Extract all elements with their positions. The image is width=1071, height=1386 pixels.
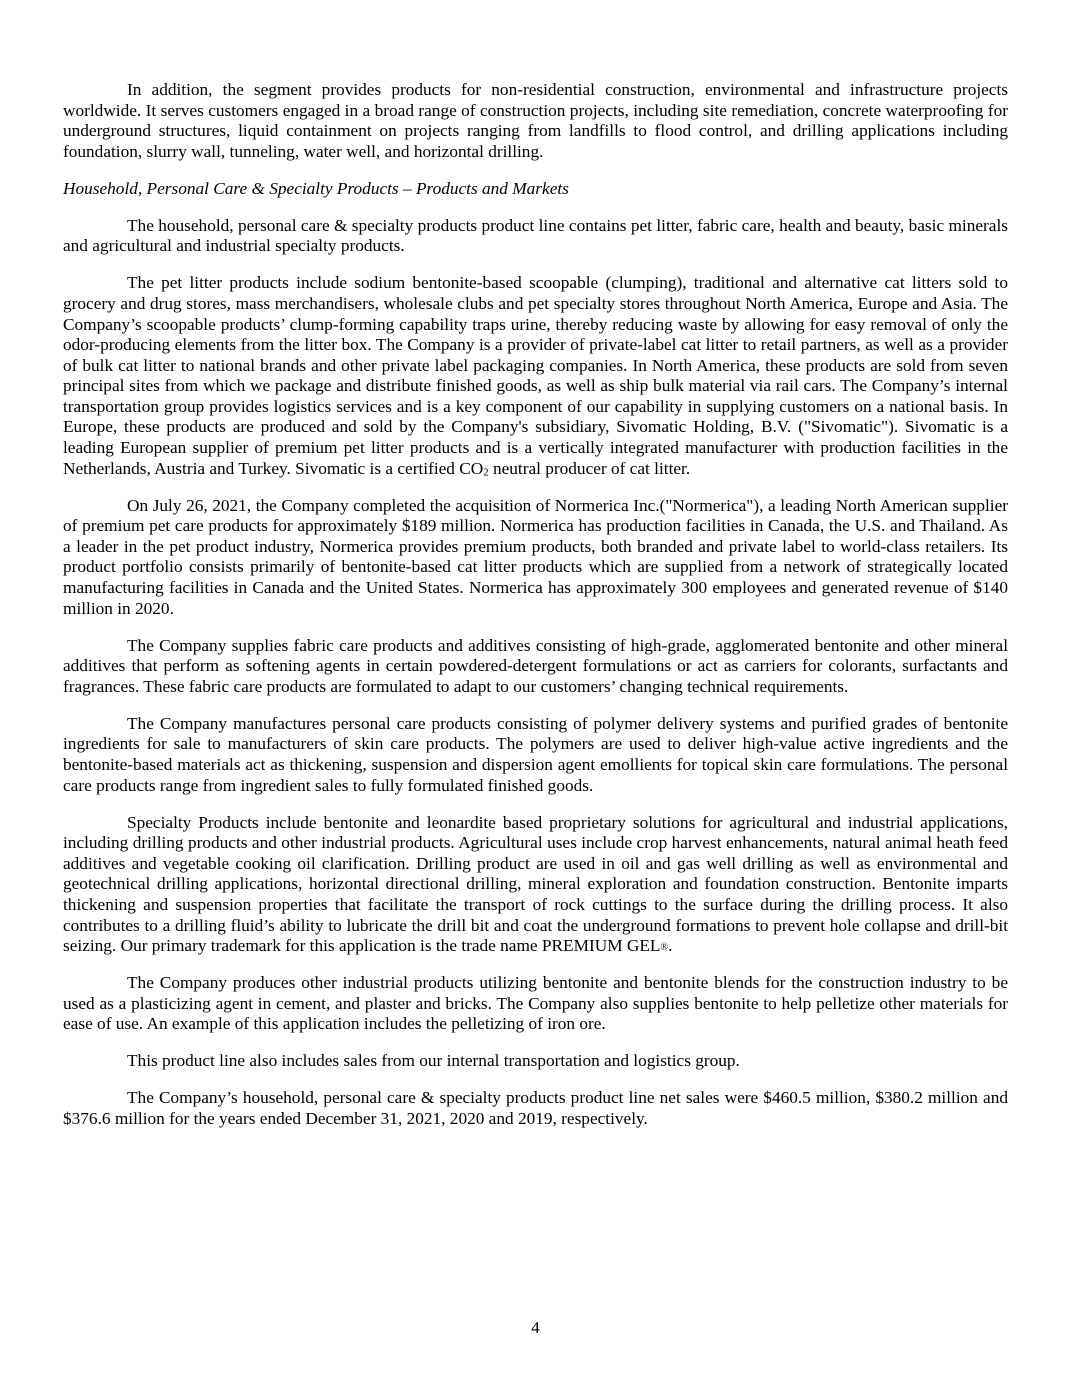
section-heading: Household, Personal Care & Specialty Products – Products and Markets <box>63 178 569 198</box>
paragraph-product-line-overview: The household, personal care & specialty products product line contains pet litter, fabric care, health and beauty, basic minerals and agricultural and industrial specialty products. <box>63 215 1008 256</box>
paragraph-pet-litter <box>63 273 1008 479</box>
page-number: 4 <box>531 1318 540 1337</box>
paragraph-industrial-products: The Company produces other industrial products utilizing bentonite and bentonite blends for the construction industry to be used as a plasticizing agent in cement, and plaster and bricks. The Company also supplies bentonite to help pelletize other materials for ease of use. An example of this application includes the pelletizing of iron ore. <box>63 973 1008 1034</box>
paragraph-fabric-care: The Company supplies fabric care products and additives consisting of high-grade, agglomerated bentonite and other mineral additives that perform as softening agents in certain powdered-detergent formulations or act as carriers for colorants, surfactants and fragrances. These fabric care products are formulated to adapt to our customers’ changing technical requirements. <box>63 635 1008 696</box>
specialty-products-text-end: . <box>668 936 673 956</box>
registered-trademark-symbol: ® <box>660 942 669 954</box>
paragraph-segment-construction: In addition, the segment provides products for non-residential construction, environmental and infrastructure projects worldwide. It serves customers engaged in a broad range of construction projects, including site remediation, concrete waterproofing for underground structures, liquid containment on projects ranging from landfills to flood control, and drilling applications including foundation, slurry wall, tunneling, water well, and horizontal drilling. <box>63 80 1008 161</box>
specialty-products-text: Specialty Products include bentonite and leonardite based proprietary solutions for agricultural and industrial applications, including drilling products and other industrial products. Agricultural uses include crop harvest enhancements, natural animal heath feed additives and vegetable cooking oil clarification. Drilling product are used in oil and gas well drilling as well as environmental and geotechnical drilling applications, horizontal directional drilling, mineral exploration and foundation construction. Bentonite imparts thickening and suspension properties that facilitate the transport of rock cuttings to the surface during the drilling process. It also contributes to a drilling fluid’s ability to lubricate the drill bit and coat the underground formations to prevent hole collapse and drill-bit seizing. Our primary trademark for this application is the trade name PREMIUM GEL <box>63 812 1008 956</box>
paragraph-personal-care: The Company manufactures personal care products consisting of polymer delivery systems and purified grades of bentonite ingredients for sale to manufacturers of skin care products. The polymers are used to deliver high-value active ingredients and the bentonite-based materials act as thickening, suspension and dispersion agent emollients for topical skin care formulations. The personal care products range from ingredient sales to fully formulated finished goods. <box>63 713 1008 795</box>
paragraph-net-sales: The Company’s household, personal care & specialty products product line net sales were $460.5 million, $380.2 million and $376.6 million for the years ended December 31, 2021, 2020 and 2019, respectively. <box>63 1088 1008 1128</box>
document-content <box>63 80 1008 1146</box>
paragraph-logistics-sales: This product line also includes sales from our internal transportation and logistics group. <box>127 1051 740 1071</box>
pet-litter-text: The pet litter products include sodium bentonite-based scoopable (clumping), traditional and alternative cat litters sold to grocery and drug stores, mass merchandisers, wholesale clubs and pet specialty stores throughout North America, Europe and Asia. The Company’s scoopable products’ clump-forming capability traps urine, thereby reducing waste by allowing for easy removal of only the odor-producing elements from the litter box. The Company is a provider of private-label cat litter to retail partners, as well as a provider of bulk cat litter to national brands and other private label packaging companies. In North America, these products are sold from seven principal sites from which we package and distribute finished goods, as well as ship bulk material via rail cars. The Company’s internal transportation group provides logistics services and is a key component of our capability in supplying customers on a national basis. In Europe, these products are produced and sold by the Company's subsidiary, Sivomatic Holding, B.V. ("Sivomatic"). Sivomatic is a leading European supplier of premium pet litter products and is a vertically integrated manufacturer with production facilities in the Netherlands, Austria and Turkey. Sivomatic is a certified CO <box>63 273 1008 478</box>
paragraph-normerica-acquisition: On July 26, 2021, the Company completed the acquisition of Normerica Inc.("Normerica"), a leading North American supplier of premium pet care products for approximately $189 million. Normerica has production facilities in Canada, the U.S. and Thailand. As a leader in the pet product industry, Normerica provides premium products, both branded and private label to world-class retailers. Its product portfolio consists primarily of bentonite-based cat litter products which are supplied from a network of strategically located manufacturing facilities in Canada and the United States. Normerica has approximately 300 employees and generated revenue of $140 million in 2020. <box>63 495 1008 618</box>
co2-subscript: 2 <box>483 466 489 479</box>
pet-litter-text-end: neutral producer of cat litter. <box>488 458 691 478</box>
paragraph-specialty-products <box>63 813 1008 957</box>
